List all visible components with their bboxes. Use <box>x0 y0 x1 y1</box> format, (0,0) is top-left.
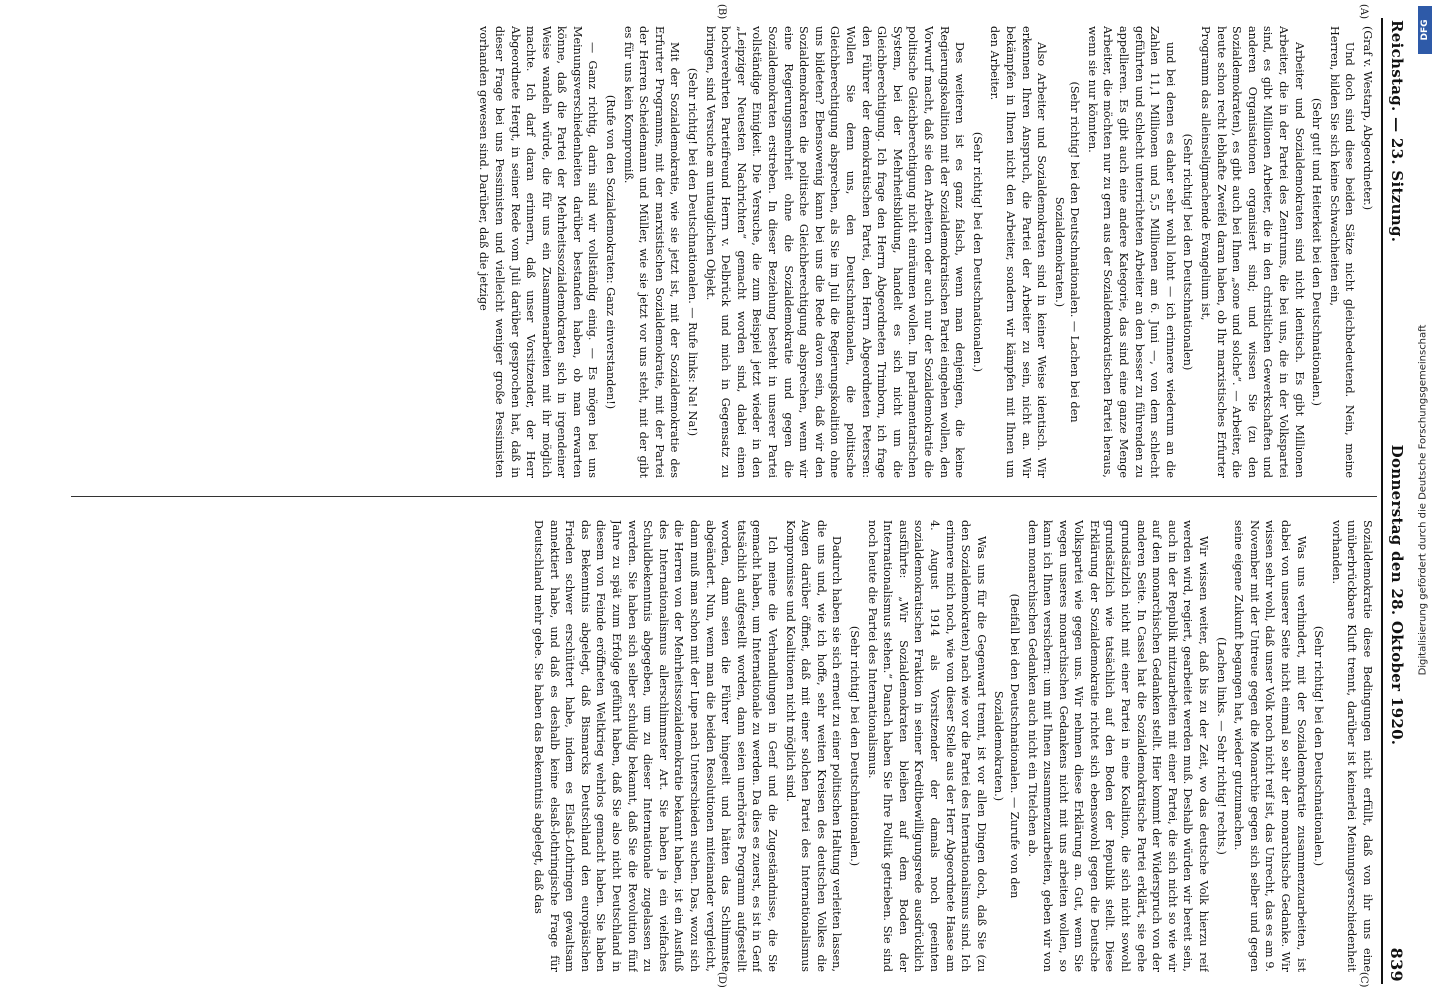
margin-mark-b: (B) <box>716 4 727 20</box>
paragraph: Des weiteren ist es ganz falsch, wenn man denjenigen, die keine Regierungskoalition mit der Sozialdemokratischen Partei eingehen wollen, den Vorwurf macht, daß sie den Arbeitern oder auch nur der Sozialdemokratie die politische Gleichberechtigung nicht einräumen wollen. Im parlamentarischen System, bei der Mehrheitsbildung, handelt es sich nicht um die Gleichberechtigung. Ich frage den Herrn Abgeordneten Trimborn, ich frage den Führer der demokratischen Partei, den Herrn Abgeordneten Petersen: Wollen Sie denn uns, den Deutschnationalen, die politische Gleichberechtigung absprechen, als Sie im Juli die Regierungskoalition ohne uns bildeten? Ebensowenig kann bei uns die Rede davon sein, daß wir den Sozialdemokraten die politische Gleichberechtigung absprechen, wenn wir eine Regierungsmehrheit ohne die Sozialdemokratie und gegen die Sozialdemokraten erstreben. In dieser Beziehung besteht in unserer Partei vollständige Einigkeit. Die Versuche, die zum Beispiel jetzt wieder in den „Leipziger Neuesten Nachrichten“ gemacht worden sind, dabei einen hochverehrten Parteifreund Herrn v. Delbrück und mich in Gegensatz zu bringen, sind Versuche am untauglichen Objekt. <box>703 26 967 478</box>
paragraph: Ich meine die Verhandlungen in Genf und die Zugeständnisse, die Sie gemacht haben, um Internationale zu werden. Da dies es zuerst, es ist in Genf tatsächlich aufgestellt worden, dann seien unerhörtes Programm aufgestellt worden, dann seien die Führer hingeeilt und hätten das Schlimmste abgeändert. Nun, wenn man die beiden Resolutionen miteinander vergleicht, dann muß man schon mit der Lupe nach Unterschieden suchen. Das, wozu sich die Herren von der Mehrheitssozialdemokratie bekannt haben, ist ein Ausfluß des Internationalismus allerschlimmster Art. Sie haben ja ein vielfaches Schuldbekenntnis abgegeben, um zu dieser Internationale zugelassen zu werden. Sie haben sich selber schuldig bekannt, daß Sie die Revolution fünf Jahre zu spät zum Erfolge geführt haben, daß Sie also nicht Deutschland in diesem von Feinde eröffneten Weltkrieg wehrlos gemacht haben. Sie haben das Bekenntnis abgelegt, daß Bismarcks Deutschland den europäischen Frieden schwer erschüttert habe, indem es Elsaß-Lothringen gewaltsam annektiert habe, und daß es deshalb keine elsaß-lothringische Frage für Deutschland mehr gebe. Sie haben das Bekenntnis abgelegt, daß das <box>532 520 780 972</box>
page-header <box>1383 20 1411 982</box>
header-rule <box>1381 18 1383 984</box>
interjection: (Sehr gut! und Heiterkeit bei den Deutschnationalen.) <box>1310 97 1324 407</box>
paragraph: Wir wissen weiter, daß bis zu der Zeit, wo das deutsche Volk hierzu reif werden wird, regiert, gearbeitet werden muß. Deshalb würden wir bereit sein, auch in der Republik mitzuarbeiten mit einer Partei, die sich nicht so wie wir auf den monarchischen Gedanken stellt. Hier kommt der Widerspruch von der anderen Seite. In Cassel hat die Sozialdemokratische Partei erklärt, sie gehe grundsätzlich nicht mit einer Partei in eine Koalition, die sich nicht sowohl grundsätzlich wie tatsächlich auf den Boden der Republik stellt. Diese Erklärung der Sozialdemokratie richtet sich ebensowohl gegen die Deutsche Volkspartei wie gegen uns. Wir nehmen diese Erklärung an. Gut, wenn Sie wegen unseres monarchischen Gedankens nicht mit uns arbeiten wollen, so kann ich Ihnen versichern: um mit Ihnen zusammenzuarbeiten, geben wir von dem monarchischen Gedanken auch nicht ein Titelchen ab. <box>1025 520 1211 972</box>
rotated-page-viewport <box>57 0 1417 1000</box>
paragraph: Dadurch haben sie sich erneut zu einer politischen Haltung verleiten lassen, die uns und, wie ich hoffe, sehr weiten Kreisen des deutschen Volkes die Augen darüber öffnet, daß mit einer solchen Partei des Internationalismus Kompromisse und Koalitionen nicht möglich sind. <box>783 520 844 972</box>
interjection: (Sehr richtig! bei den Deutschnationalen) <box>1181 133 1195 371</box>
margin-mark-d: (D) <box>716 972 727 988</box>
interjection: (Lachen links. — Sehr richtig! rechts.) <box>1214 637 1228 855</box>
interjection: (Sehr richtig! bei den Deutschnationalen.) <box>1312 625 1326 867</box>
interjection: (Beifall bei den Deutschnationalen. — Zurufe von den Sozialdemokraten.) <box>992 593 1021 899</box>
header-left: Reichstag. — 23. Sitzung. <box>1388 20 1406 243</box>
interjection: (Sehr richtig! bei den Deutschnationalen. — Rufe links: Na! Na!) <box>686 67 700 437</box>
column-divider <box>71 496 1377 497</box>
paragraph: (Graf v. Westarp, Abgeordneter.) <box>1361 26 1374 211</box>
header-center: Donnerstag den 28. Oktober 1920. <box>1388 444 1406 746</box>
paragraph: Also Arbeiter und Sozialdemokraten sind in keiner Weise identisch. Wir erkennen Ihren Anspruch, die Partei der Arbeiter zu sein, nicht an. Wir bekämpfen in Ihnen nicht den Arbeiter, sondern wir kämpfen mit Ihnen um den Arbeiter. <box>988 26 1049 478</box>
newspaper-page <box>57 0 1417 1000</box>
paragraph: Was uns für die Gegenwart trennt, ist vor allen Dingen doch, daß Sie (zu den Sozialdemokraten) nach wie vor die Partei des Internationalismus sind. Ich erinnere mich noch, wie von dieser Stelle aus der Herr Abgeordnete Haase am 4. August 1914 als Vorsitzender der damals noch geeinten sozialdemokratischen Fraktion in seiner Kreditbewilligungsrede ausdrücklich ausführte: „Wir Sozialdemokraten bleiben auf dem Boden der Internationalismus stehen.“ Danach haben Sie Ihre Politik getrieben. Sie sind noch heute die Partei des Internationalismus. <box>865 520 988 972</box>
paragraph: und bei denen es daher sehr wohl lohnt — ich erinnere wiederum an die Zahlen 11,1 Millionen und 5,5 Millionen am 6. Juni —, von dem schlecht geführten und schlecht unterrichteten Arbeiter an den besser zu führenden zu appellieren. Es gibt auch eine andere Kategorie, das sind eine ganze Menge Arbeiter, die möchten nur zu gern aus der Sozialdemokratischen Partei heraus, wenn sie nur könnten. <box>1085 26 1177 478</box>
interjection: (Sehr richtig! bei den Deutschnationalen.) <box>848 625 861 867</box>
paragraph: Sozialdemokratie diese Bedingungen nicht erfüllt, daß von ihr uns eine unüberbrückbare Kluft trennt, darüber ist keinerlei Meinungsverschiedenheit vorhanden. <box>1329 520 1374 972</box>
dfg-logo: DFG <box>1418 6 1432 54</box>
margin-mark-c: (C) <box>1358 972 1369 988</box>
text-column-right <box>69 520 1375 972</box>
paragraph: Mit der Sozialdemokratie, wie sie jetzt ist, mit der Sozialdemokratie des Erfurter Programms, mit der marxistischen Sozialdemokratie, mit der Partei der Herren Scheidemann und Müller, wie sie jetzt vor uns steht, mit der gibt es für uns kein Kompromiß. <box>621 26 682 478</box>
digitization-credit: Digitalisierung gefördert durch die Deutsche Forschungsgemeinschaft <box>1417 324 1429 676</box>
interjection: (Sehr richtig! bei den Deutschnationalen.) <box>970 131 984 373</box>
paragraph: Arbeiter und Sozialdemokraten sind nicht identisch. Es gibt Millionen Arbeiter, die in der Partei des Zentrums, die bei uns, die in der Volkspartei sind, es gibt Millionen Arbeiter, die in den christlichen Gewerkschaften und anderen Organisationen organisiert sind; und wissen Sie (zu den Sozialdemokraten), es gibt auch bei Ihnen „sone und solche“. — Arbeiter, die heute schon recht lebhafte Zweifel daran haben, ob Ihr marxistisches Erfurter Programm das alleinseligmachende Evangelium ist, <box>1199 26 1306 478</box>
page-number: 839 <box>1387 947 1407 982</box>
paragraph: Was uns verhindert, mit der Sozialdemokratie zusammenzuarbeiten, ist dabei von unserer Seite nicht einmal so sehr der monarchische Gedanke. Wir wissen sehr wohl, daß unser Volk noch nicht reif ist, das Unrecht, das es am 9. November mit der Untreue gegen die Monarchie gegen sich selber und gegen seine eigene Zukunft begangen hat, wieder gutzumachen. <box>1232 520 1308 972</box>
paragraph: Und doch sind diese beiden Sätze nicht gleichbedeutend. Nein, meine Herren, bilden Sie sich keine Schwachheiten ein, <box>1327 26 1357 478</box>
paragraph: — Ganz richtig, darin sind wir vollständig einig. — Es mögen bei uns Meinungsverschiedenheiten darüber bestanden haben, ob man erwarten könne, daß die Partei der Mehrheitssozialdemokraten sich in irgendeiner Weise wandeln würde, die für uns ein Zusammenarbeiten mit ihr möglich machte. Ich darf daran erinnern, daß unser Vorsitzender, der Herr Abgeordnete Hergt, in seiner Rede vom Juli darüber gesprochen hat, daß in dieser Frage bei uns Pessimisten und vielleicht weniger große Pessimisten vorhanden gewesen sind. Darüber, daß die jetzige <box>477 26 600 478</box>
interjection: (Sehr richtig! bei den Deutschnationalen. — Lachen bei den Sozialdemokraten.) <box>1052 81 1082 423</box>
interjection: (Rufe von den Sozialdemokraten: Ganz einverstanden!) <box>604 94 618 410</box>
margin-mark-a: (A) <box>1358 4 1369 20</box>
text-column-left <box>69 26 1375 478</box>
